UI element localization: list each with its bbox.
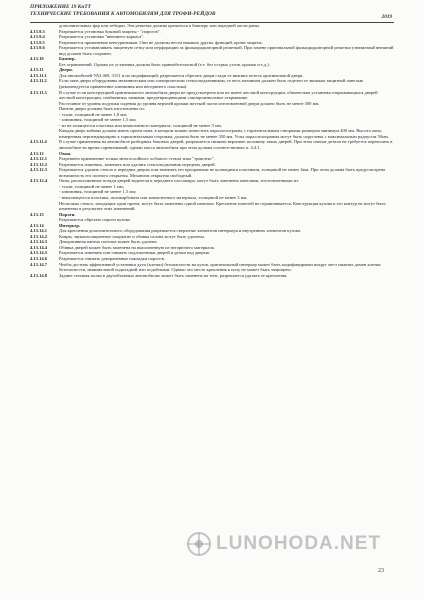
clause-text: В случае применения на автомобиле разборных боковых дверей, разрешается снимать верхнюю половину таких дверей. При этом снятые детали не требуется перевозить в автомобиле во время соревнований, однако масса автомобиля при этом должна соответствовать п. 4.4.1. <box>59 139 393 151</box>
clause-number: 4.13.14.1 <box>30 228 48 234</box>
clause-text: Обивка дверей может быть заменена на выполненную из негорючего материала. <box>59 244 215 250</box>
clause-text: Ковры, звукоизоляционное покрытие и обивка салона могут быть удалены. <box>59 233 205 239</box>
clause-number: 4.13.11 <box>30 67 44 73</box>
clause-text: Окна, расположенные позади дверей водителя и переднего пассажира, могут быть заменены панелями, изготовленными из: - стали, толщиной не менее 1 мм; - алюминия, толщиной не менее 1,5 мм; - некалющегося пластика, поликарбоната или композитного материала, толщиной не менее 3 мм. Несколько стекол, заходящих одни проем, могут быть заменены одной панелью. Крепление панелей не ограничивается. Конструкция кузова и его контур не могут быть изменены в результате этих изменений. <box>59 178 386 212</box>
clause-number: 4.13.14.5 <box>30 250 48 256</box>
clause-number: 4.13.12.1 <box>30 156 48 162</box>
clause-number: 4.13.9.4 <box>30 34 45 40</box>
clause-number: 4.13.14.7 <box>30 261 48 267</box>
clause-number: 4.13.11.3 <box>30 89 47 95</box>
clause-item <box>30 78 394 89</box>
rover-logo-icon <box>184 530 214 558</box>
clause-item <box>30 139 394 150</box>
clause-number: 4.13.9.3 <box>30 28 45 34</box>
clause-number: 4.13.11.1 <box>30 72 47 78</box>
clause-text: В случае если конструкцией оригинального автомобиля двери не предусмотрена или не имеет жесткой конструкции, обязательна установка открывающихся дверей жесткой конструкции, снабженных замками, предотвращающими самопроизвольное открывание. Расстояние от уровня подушки сидения до уровня верхней кромки жесткой части изготовленной двери должно быть не менее 300 мм. Панели двери должны быть изготовлены из: - стали, толщиной не менее 1,0 мм; - алюминия, толщиной не менее 1,5 мм; - из не холящегося пластика или композитного материала, толщиной не менее 3 мм. Каждая дверь кабины должна иметь проем окна, в котором можно поместить параллелограмм, с горизонтальным створками размером минимум 400 мм. Высота окна, измеренная перпендикулярно к горизонтальным сторонам, должна быть не менее 350 мм. Углы параллелограмма могут быть скруглены с максимальным радиусом 50мм. <box>59 89 389 139</box>
clause-text: Разрешено применение только многослойного лобового стекла типа "триплекс". <box>59 156 215 162</box>
clause-text: дополнительных фар или лебедки. Эти решетка должна крепиться к бамперу или передней части рамы. <box>59 23 261 28</box>
clause-text: Разрешается устанавливать защитную сетку или перфорацию за фальшрадиаторной решеткой. При замене оригинальной фальшрадиаторной решетки узнаваемый внешний вид должен быть сохранен. <box>59 45 394 56</box>
clause-text: Бампер. <box>59 56 76 62</box>
clause-number: 4.13.14.2 <box>30 233 48 239</box>
clause-number: 4.13.13 <box>30 211 44 217</box>
clause-item <box>30 178 394 211</box>
clause-item <box>30 273 394 279</box>
clause-item <box>30 45 394 56</box>
watermark <box>178 530 398 560</box>
clause-number: 4.13.11.4 <box>30 139 47 145</box>
page-header <box>30 4 392 20</box>
clause-number: 4.13.14.8 <box>30 272 48 278</box>
clause-number: 4.13.14.6 <box>30 255 48 261</box>
clause-text: Разрешается применение кенгурятников. Они не должны нести никаких других функций, кроме защиты. <box>59 39 263 45</box>
clause-text: Разрешается удалять стекло в передних дверях или заменять его прозрачным не колющимся пластиком, толщиной не менее 4мм. При этом должна быть предусмотрена возможность его полного открытия. Механизм открытия свободный. <box>59 167 386 178</box>
clause-text: Для автомобилей УАЗ 469, 3151 и их модификаций, разрешается обрезать двери сзади от нижних петель оригинальной двери. <box>59 72 304 78</box>
clause-number: 4.13.10 <box>30 56 44 62</box>
clause-text: Разрешается изменять, заменять или удалять стеклоподъемник передних дверей. <box>59 161 216 167</box>
clause-text: Декоративная панель потолка может быть удалена. <box>59 239 158 245</box>
clause-number: 4.13.14.3 <box>30 239 48 245</box>
clause-item <box>30 90 394 140</box>
clause-number: 4.13.11.2 <box>30 78 47 84</box>
clause-text: Если окна двери оборудованы механическим или электрическим стеклоподъемником, то весь механизм должен быть отделен от экипажа защитной панелью (рекомендуется применение алюминия или негорючего пластика). <box>59 78 364 90</box>
clause-text: Задние съемная полка в двухобъемных автомобилях может быть заменена на тент, разрешается удалять ее крепления. <box>59 272 288 278</box>
clause-number: 4.13.9.6 <box>30 45 45 51</box>
clause-text: Разрешается изменять или снимать подлокотники дверей и ручки над дверью. <box>59 250 211 256</box>
clause-number: 4.13.12.3 <box>30 167 48 173</box>
clause-text: Пороги. <box>59 211 76 217</box>
clause-text: Разрешается установка боковой защиты - "порогов". <box>59 28 161 34</box>
header-appendix-title: ПРИЛОЖЕНИЕ 19 КнТТ <box>30 4 91 10</box>
clause-text: Окна. <box>59 150 72 156</box>
clause-number: 4.13.12.2 <box>30 161 48 167</box>
clause-text: Разрешается установка "внешнего каркаса". <box>59 34 145 40</box>
watermark-text: LUNOHODA.NET <box>216 533 382 554</box>
clause-text: Для крепления дополнительного оборудования разрешается сверление элементов интерьера и внутренних элементов кузова. <box>59 228 302 234</box>
clause-text: Разрешается снимать декоративные накладки порогов. <box>59 255 165 261</box>
clause-text: Двери. <box>59 67 73 73</box>
clause-text: Без ограничений. Однако их установка должна быть травмобезопасной (т.е. без острых углов, кромок и т.д.). <box>59 61 270 67</box>
header-year: 2019 <box>381 14 392 20</box>
clause-list <box>30 23 394 278</box>
clause-text: Интерьер. <box>59 222 81 228</box>
clause-number: 4.13.14 <box>30 222 44 228</box>
header-doc-title: ТЕХНИЧЕСКИЕ ТРЕБОВАНИЯ К АВТОМОБИЛЯМ ДЛЯ ТРОФИ-РЕЙДОВ <box>30 10 216 17</box>
clause-item <box>30 262 394 273</box>
clause-number: 4.13.12 <box>30 150 44 156</box>
clause-number: 4.13.14.4 <box>30 244 48 250</box>
clause-number: 4.13.12.4 <box>30 178 48 184</box>
clause-text: Чтобы достичь эффективной установки дуги (клетки) безопасности на кузов, оригинальный интерьер может быть модифицирован вокруг мест нижних домен клетки безопасности, минимальной подкладкой или подобными. Однако это место крепления к полу не может быть защищено. <box>59 261 381 273</box>
clause-number: 4.13.9.5 <box>30 39 45 45</box>
page-number: 23 <box>378 568 384 574</box>
clause-text: Разрешается обрезать пороги кузова. <box>59 217 131 223</box>
clause-item <box>30 167 394 178</box>
